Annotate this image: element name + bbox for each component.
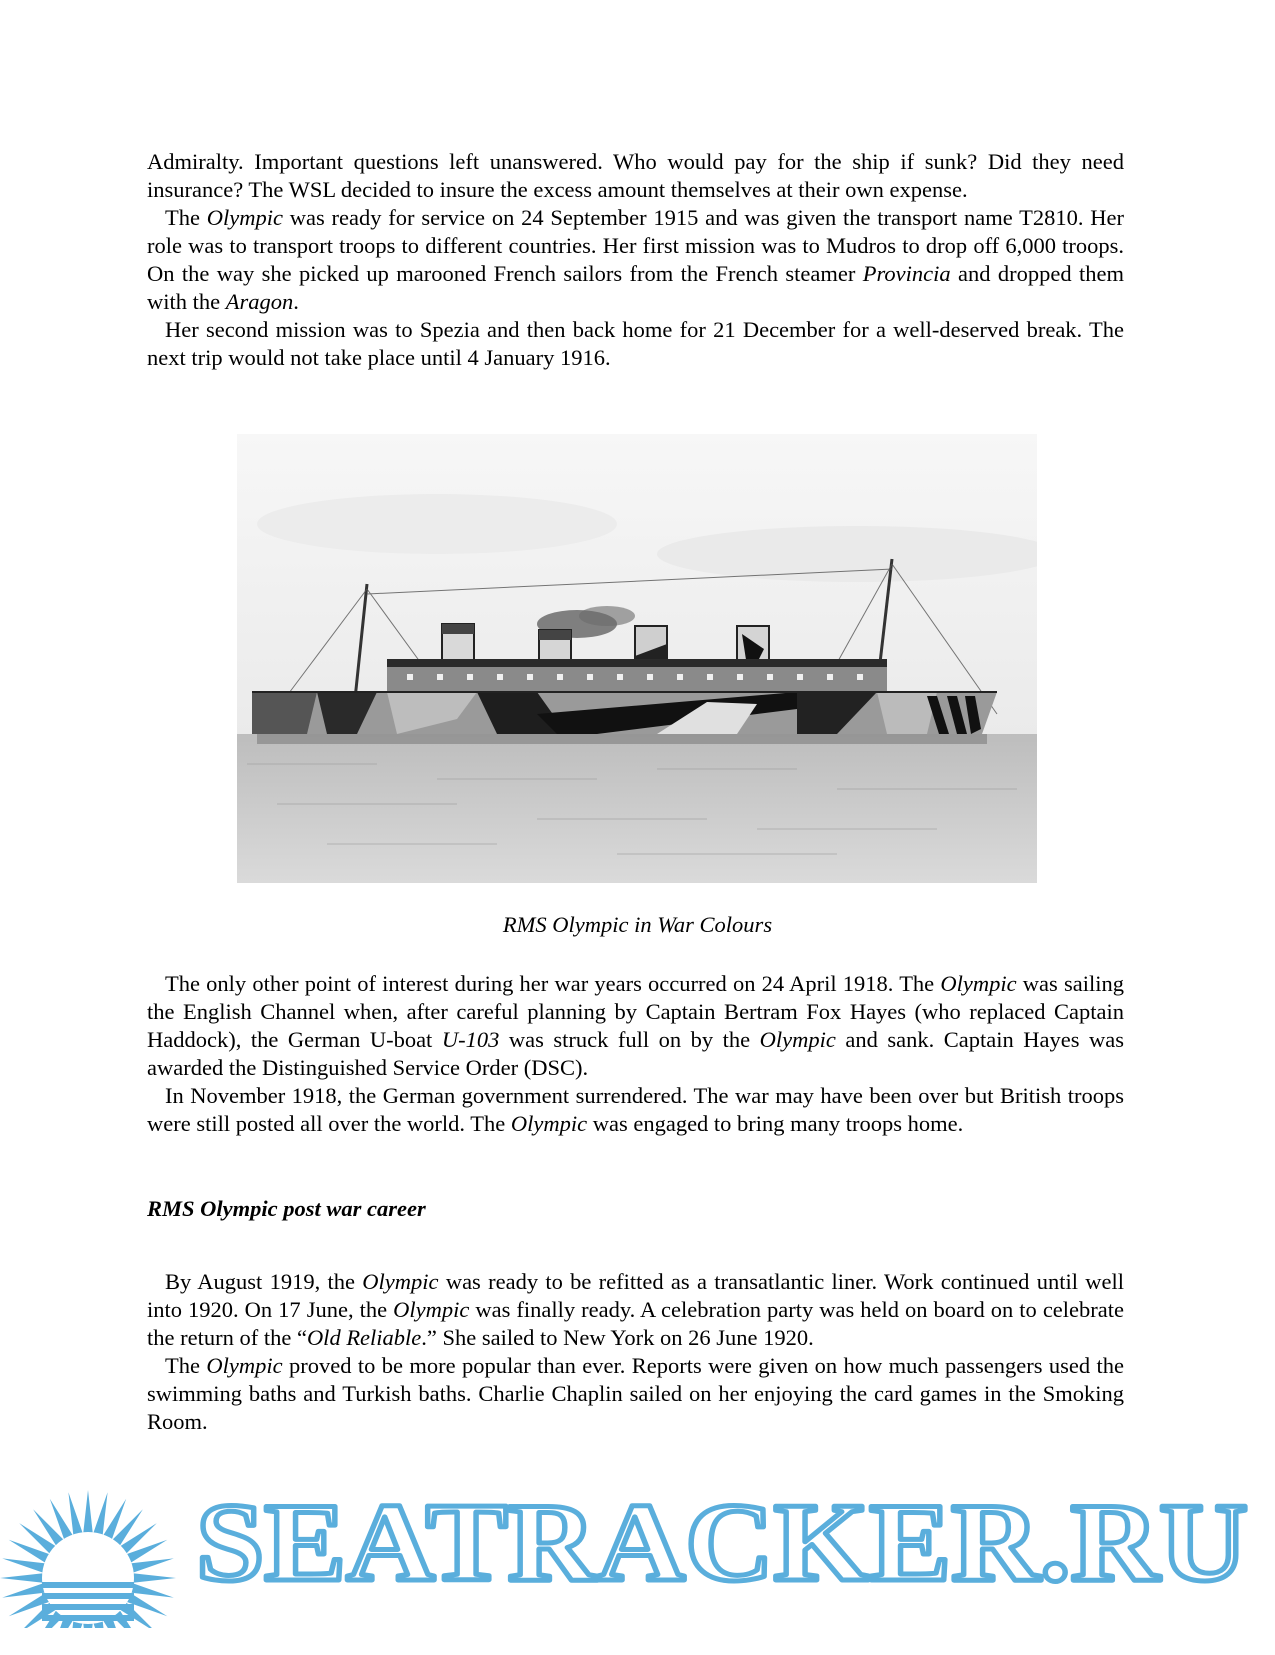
- italic-term: Olympic: [362, 1269, 439, 1294]
- section-heading: RMS Olympic post war career: [147, 1196, 426, 1221]
- text-run: was ready for service on 24 September 1915 and was given the transport name T2810. Her role was to transport troops to different countries. Her first mission was to Mudros to drop off 6,000 troops. On the way she picked up marooned French sailors from the French steamer: [147, 205, 1124, 286]
- paragraph: [147, 1082, 1124, 1138]
- italic-term: Olympic: [510, 1111, 588, 1136]
- text-run: was engaged to bring many troops home.: [587, 1111, 964, 1136]
- text-run: .” She sailed to New York on 26 June 1920.: [421, 1325, 814, 1350]
- italic-term: Olympic: [206, 1353, 283, 1378]
- figure-caption: RMS Olympic in War Colours: [502, 912, 773, 937]
- ship-photo: [237, 434, 1037, 883]
- text-run: and dropped them with the: [147, 261, 1124, 314]
- text-run: was struck full on by the: [499, 1027, 760, 1052]
- italic-term: Aragon: [225, 289, 294, 314]
- paragraph: [147, 316, 1124, 372]
- text-run: By August 1919, the: [165, 1269, 363, 1294]
- italic-term: Olympic: [940, 971, 1017, 996]
- text-run: Admiralty. Important questions left unanswered. Who would pay for the ship if sunk? Did they need insurance? The WSL decided to insure the excess amount themselves at their own expense.: [147, 149, 1124, 202]
- seatracker-watermark: [0, 1460, 1275, 1650]
- text-run: The: [165, 205, 207, 230]
- italic-term: Old Reliable: [306, 1325, 422, 1350]
- paragraph: [147, 1352, 1124, 1436]
- text-block-post-war: [147, 1268, 1124, 1436]
- text-run: was ready to be refitted as a transatlantic liner. Work continued until well into 1920. On 17 June, the: [147, 1269, 1124, 1322]
- text-run: .: [293, 289, 299, 314]
- paragraph: [147, 1268, 1124, 1352]
- ship-photo-drawing: [237, 434, 1037, 883]
- sun-icon: [0, 1490, 180, 1650]
- watermark-text: SEATRACKER.RU: [196, 1481, 1248, 1605]
- italic-term: Provincia: [862, 261, 951, 286]
- italic-term: Olympic: [393, 1297, 470, 1322]
- text-run: Her second mission was to Spezia and then back home for 21 December for a well-deserved break. The next trip would not take place until 4 January 1916.: [147, 317, 1124, 370]
- text-block-war-service: [147, 148, 1124, 372]
- text-run: and sank. Captain Hayes was awarded the Distinguished Service Order (DSC).: [147, 1027, 1124, 1080]
- text-run: proved to be more popular than ever. Reports were given on how much passengers used the swimming baths and Turkish baths. Charlie Chaplin sailed on her enjoying the card games in the Smoking Room.: [147, 1353, 1124, 1434]
- italic-term: Olympic: [206, 205, 283, 230]
- text-run: was sailing the English Channel when, after careful planning by Captain Bertram Fox Hayes (who replaced Captain Haddock), the German U-boat: [147, 971, 1124, 1052]
- italic-term: Olympic: [759, 1027, 836, 1052]
- italic-term: U-103: [441, 1027, 500, 1052]
- paragraph: [147, 204, 1124, 316]
- text-run: In November 1918, the German government surrendered. The war may have been over but British troops were still posted all over the world. The: [147, 1083, 1124, 1136]
- text-block-war-years: [147, 970, 1124, 1138]
- paragraph: [147, 148, 1124, 204]
- text-run: The only other point of interest during her war years occurred on 24 April 1918. The: [165, 971, 941, 996]
- text-run: The: [165, 1353, 207, 1378]
- text-run: was finally ready. A celebration party was held on board on to celebrate the return of the “: [147, 1297, 1124, 1350]
- paragraph: [147, 970, 1124, 1082]
